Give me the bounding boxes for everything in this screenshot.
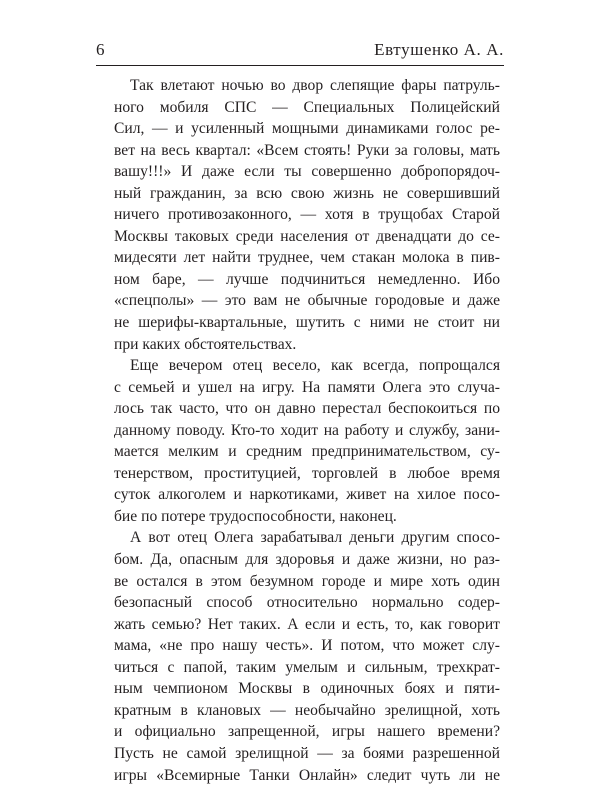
text-line: ве остался в этом безумном городе и мире хоть один [114, 571, 500, 593]
text-line: мается мелким и средним предпринимательством, су- [114, 441, 500, 463]
text-line: ничего противозаконного, — хотя в трущобах Старой [114, 204, 500, 226]
running-head: Евтушенко А. А. [374, 40, 504, 60]
text-line: не шерифы-квартальные, шутить с ними не стоит ни [114, 312, 500, 334]
text-line: читься с папой, таким умелым и сильным, трехкрат- [114, 657, 500, 679]
text-line: кратным в клановых — необычайно зрелищной, хоть [114, 700, 500, 722]
text-line: Москвы таковых среди населения от двенадцати до се- [114, 226, 500, 248]
text-line: игры «Всемирные Танки Онлайн» следит чуть ли не [114, 765, 500, 786]
body-text [114, 75, 500, 786]
text-line: с семьей и ушел на игру. На памяти Олега это случа- [114, 377, 500, 399]
text-line: «спецполы» — это вам не обычные городовые и даже [114, 290, 500, 312]
text-line: мама, «не про нашу честь». И потом, что может слу- [114, 635, 500, 657]
text-line: вет на весь квартал: «Всем стоять! Руки за головы, мать [114, 140, 500, 162]
text-line: бие по потере трудоспособности, наконец. [114, 506, 500, 528]
text-line: лось так часто, что он давно перестал беспокоиться по [114, 398, 500, 420]
text-line: ного мобиля СПС — Специальных Полицейский [114, 97, 500, 119]
text-line: мидесяти лет найти труднее, чем стакан молока в пив- [114, 247, 500, 269]
text-line: бом. Да, опасным для здоровья и даже жизни, но раз- [114, 549, 500, 571]
text-line: вашу!!!» И даже если ты совершенно добропорядоч- [114, 161, 500, 183]
text-line: ном баре, — лучше подчиниться немедленно. Ибо [114, 269, 500, 291]
text-line: безопасный способ относительно нормально содер- [114, 592, 500, 614]
text-line: Еще вечером отец весело, как всегда, попрощался [114, 355, 500, 377]
text-line: ный гражданин, за всю свою жизнь не совершивший [114, 183, 500, 205]
text-line: Пусть не самой зрелищной — за боями разрешенной [114, 743, 500, 765]
text-line: при каких обстоятельствах. [114, 334, 500, 356]
text-line: жать семью? Нет таких. А если и есть, то, как говорит [114, 614, 500, 636]
header-rule [96, 65, 504, 66]
text-line: и официально запрещенной, игры нашего времени? [114, 721, 500, 743]
text-line: данному поводу. Кто-то ходит на работу и службу, зани- [114, 420, 500, 442]
page-number: 6 [96, 40, 105, 60]
page-header [96, 40, 504, 64]
text-line: А вот отец Олега зарабатывал деньги другим спосо- [114, 527, 500, 549]
text-line: тенерством, проституцией, торговлей в любое время [114, 463, 500, 485]
text-line: Сил, — и усиленный мощными динамиками голос ре- [114, 118, 500, 140]
text-line: суток алкоголем и наркотиками, живет на хилое посо- [114, 484, 500, 506]
text-line: Так влетают ночью во двор слепящие фары патруль- [114, 75, 500, 97]
text-line: ным чемпионом Москвы в одиночных боях и пяти- [114, 678, 500, 700]
